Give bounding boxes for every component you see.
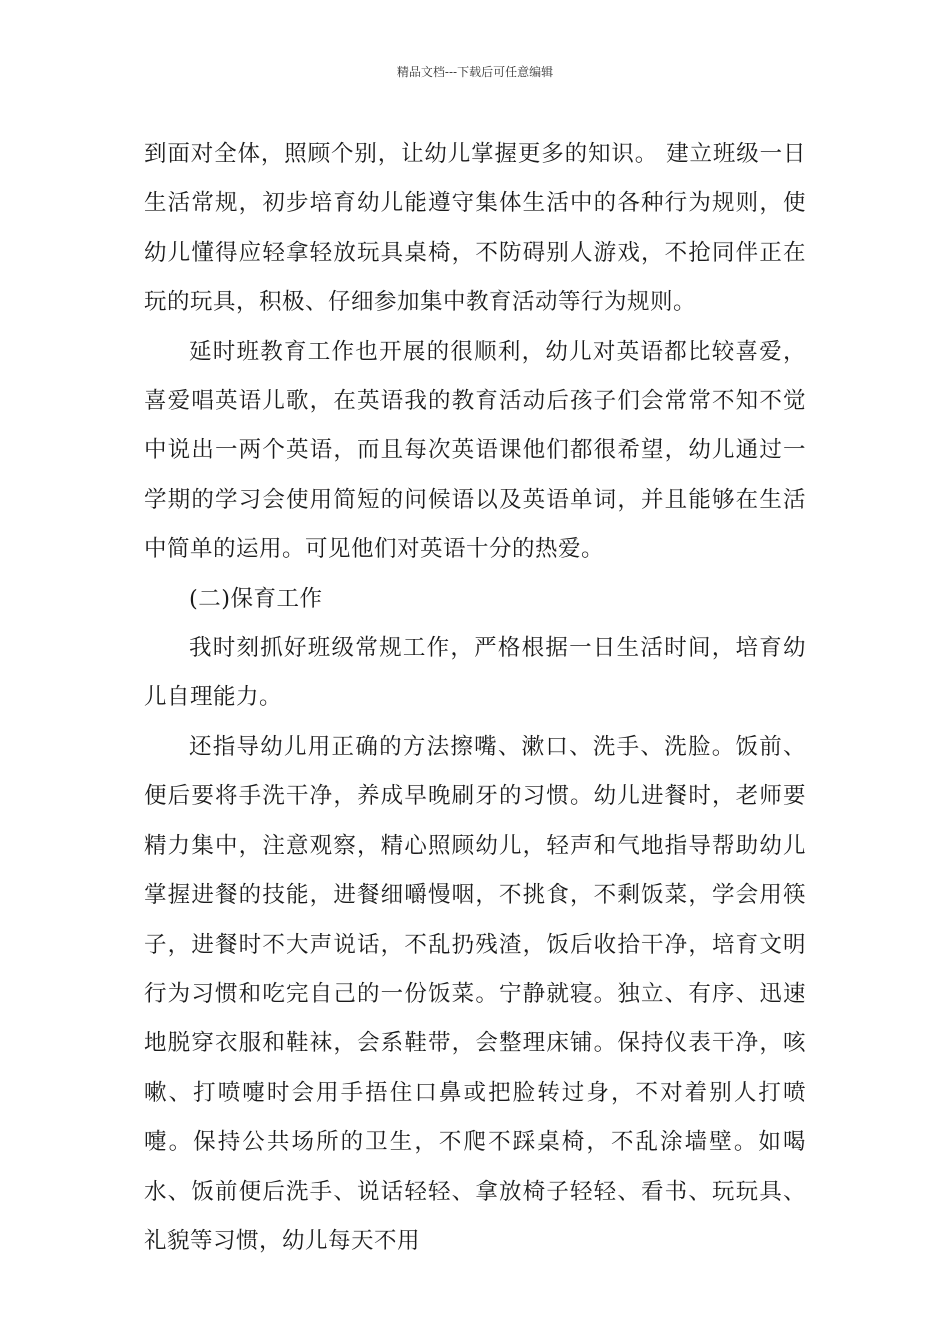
paragraph-english-class: 延时班教育工作也开展的很顺利，幼儿对英语都比较喜爱，喜爱唱英语儿歌，在英语我的教育活动后孩子们会常常不知不觉中说出一两个英语，而且每次英语课他们都很希望，幼儿通过一学期的学习会使用简短的问候语以及英语单词，并且能够在生活中简单的运用。可见他们对英语十分的热爱。	[144, 338, 806, 563]
page-header: 精品文档---下载后可任意编辑	[396, 65, 554, 79]
paragraph-hygiene-habits: 还指导幼儿用正确的方法擦嘴、漱口、洗手、洗脸。饭前、便后要将手洗干净，养成早晚刷牙的习惯。幼儿进餐时，老师要精力集中，注意观察，精心照顾幼儿，轻声和气地指导帮助幼儿掌握进餐的技能，进餐细嚼慢咽，不挑食，不剩饭菜，学会用筷子，进餐时不大声说话，不乱扔残渣，饭后收拾干净，培育文明行为习惯和吃完自己的一份饭菜。宁静就寝。独立、有序、迅速地脱穿衣服和鞋袜，会系鞋带，会整理床铺。保持仪表干净，咳嗽、打喷嚏时会用手捂住口鼻或把脸转过身，不对着别人打喷嚏。保持公共场所的卫生，不爬不踩桌椅，不乱涂墙壁。如喝水、饭前便后洗手、说话轻轻、拿放椅子轻轻、看书、玩玩具、礼貌等习惯，幼儿每天不用	[144, 733, 806, 1254]
section-heading-care-work: (二)保育工作	[189, 585, 323, 612]
document-body	[144, 130, 806, 1266]
paragraph-continuation: 到面对全体，照顾个别，让幼儿掌握更多的知识。 建立班级一日生活常规，初步培育幼儿能遵守集体生活中的各种行为规则，使幼儿懂得应轻拿轻放玩具桌椅，不防碍别人游戏，不抢同伴正在玩的玩具，积极、仔细参加集中教育活动等行为规则。	[144, 141, 806, 316]
paragraph-routine: 我时刻抓好班级常规工作，严格根据一日生活时间，培育幼儿自理能力。	[144, 635, 806, 711]
